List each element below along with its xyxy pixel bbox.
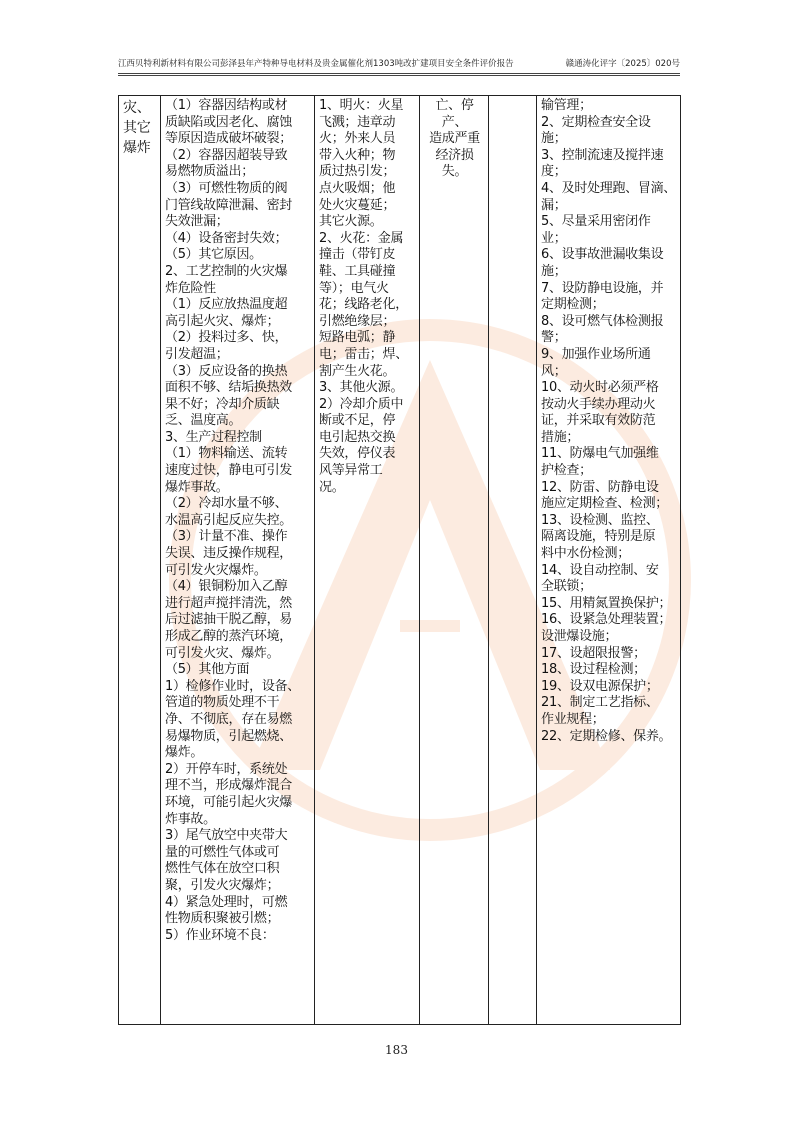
cell-line: 15、用精氮置换保护； — [541, 595, 672, 611]
cell-line: 短路电弧；静 — [319, 330, 396, 346]
cell-line: 爆炸事故。 — [165, 479, 229, 495]
cell-line: 燃性气体在放空口积 — [165, 861, 280, 877]
cell-line: 门管线故障泄漏、密封 — [165, 197, 293, 213]
cell-line: 风等异常工 — [319, 463, 383, 479]
cell-line: 14、设自动控制、安 — [541, 562, 659, 578]
cell-line: 可引发火灾爆炸。 — [165, 562, 267, 578]
cell-line: 19、设双电源保护； — [541, 678, 659, 694]
cell-line: 带入火种；物 — [319, 147, 396, 163]
header-report-number: 赣通涛化评字〔2025〕020号 — [565, 59, 680, 69]
cell-line: 按动火手续办理动火 — [541, 396, 656, 412]
risk-analysis-table — [118, 95, 681, 1025]
cell-line: 3、控制流速及搅拌速 — [541, 147, 664, 163]
cell-line: 质缺陷或因老化、腐蚀 — [165, 114, 293, 130]
cell-line: 施； — [541, 131, 567, 147]
cell-line: 1）检修作业时，设备、 — [165, 678, 300, 694]
cell-line: 电引起热交换 — [319, 429, 396, 445]
cell-line: 施应定期检查、检测； — [541, 496, 669, 512]
cell-line: 引发超温； — [165, 346, 229, 362]
cell-line: 警； — [541, 330, 567, 346]
cell-line: 进行超声搅拌清洗，然 — [165, 595, 293, 611]
page-header — [118, 57, 680, 71]
risk-level-cell — [489, 96, 537, 1025]
cell-line: 21、制定工艺指标、 — [541, 695, 659, 711]
cell-line: 火；外来人员 — [319, 131, 396, 147]
cell-line: 易爆物质，引起燃烧、 — [165, 728, 293, 744]
cell-line: 措施； — [541, 429, 580, 445]
cell-line: 经济损 — [435, 147, 474, 163]
cell-line: 速度过快，静电可引发 — [165, 463, 293, 479]
cell-line: 隔离设施，特别是原 — [541, 529, 656, 545]
cell-line: 全联锁； — [541, 579, 592, 595]
cell-line: 输管理； — [541, 98, 592, 113]
cell-line: 失。 — [441, 164, 468, 180]
cell-line: 4、及时处理跑、冒滴、 — [541, 180, 676, 196]
cell-line: 面积不够、结垢换热效 — [165, 380, 293, 396]
cell-line: 净、不彻底，存在易燃 — [165, 711, 293, 727]
cell-line: 鞋、工具碰撞 — [319, 263, 396, 279]
cell-line: 证，并采取有效防范 — [541, 413, 656, 429]
cell-line: 18、设过程检测； — [541, 662, 646, 678]
cell-line: （1）物料输送、流转 — [165, 446, 288, 462]
cell-line: 16、设紧急处理装置； — [541, 612, 672, 628]
table-row — [119, 96, 681, 1025]
cell-line: 业； — [541, 230, 567, 246]
cell-line: 22、定期检修、保养。 — [541, 728, 672, 744]
cell-line: 2）冷却介质中 — [319, 396, 404, 412]
cell-line: 爆炸。 — [165, 745, 204, 761]
cell-line: 5）作业环境不良： — [165, 927, 275, 943]
cell-line: 其它火源。 — [319, 214, 383, 230]
cell-line: 3）尾气放空中夹带大 — [165, 828, 288, 844]
trigger-condition-cell — [315, 96, 420, 1025]
header-report-title: 江西贝特利新材料有限公司彭泽县年产特种导电材料及贵金属催化剂1303吨改扩建项目安全条件评价报告 — [118, 59, 514, 69]
cell-line: 聚，引发火灾爆炸； — [165, 877, 280, 893]
cell-line: 高引起火灾、爆炸； — [165, 313, 280, 329]
cell-line: 失效泄漏； — [165, 214, 229, 230]
cell-line: 9、加强作业场所通 — [541, 346, 651, 362]
cell-line: （3）反应设备的换热 — [165, 363, 288, 379]
countermeasure-cell — [537, 96, 681, 1025]
cell-line: （5）其它原因。 — [165, 247, 262, 263]
page-number: 183 — [385, 1043, 408, 1057]
header-rule — [118, 73, 680, 76]
cell-line: 造成严重 — [429, 131, 480, 147]
cell-line: （2）投料过多、快， — [165, 330, 288, 346]
cell-line: 性物质积聚被引燃； — [165, 911, 280, 927]
cell-line: 可引发火灾、爆炸。 — [165, 645, 280, 661]
cell-line: 5、尽量采用密闭作 — [541, 214, 651, 230]
cell-line: 理不当，形成爆炸混合 — [165, 778, 293, 794]
cell-line: 割产生火花。 — [319, 363, 396, 379]
cell-line: 撞击（带钉皮 — [319, 247, 396, 263]
cell-line: 护检查； — [541, 463, 592, 479]
cell-line: 2）开停车时，系统处 — [165, 761, 288, 777]
cell-line: 2、火花：金属 — [319, 230, 404, 246]
cause-cell — [161, 96, 315, 1025]
cell-line: 11、防爆电气加强维 — [541, 446, 659, 462]
cell-line: 电；雷击；焊、 — [319, 346, 408, 362]
cell-line: 13、设检测、监控、 — [541, 512, 659, 528]
cell-line: 后过滤抽干脱乙醇，易 — [165, 612, 293, 628]
cell-line: 度； — [541, 164, 567, 180]
cell-line: 作业规程； — [541, 711, 605, 727]
cell-line: 亡、停产、 — [435, 98, 474, 130]
cell-line: 炸事故。 — [165, 811, 216, 827]
cell-line: 炸危险性 — [165, 280, 216, 296]
cell-line: 3、其他火源。 — [319, 380, 404, 396]
cell-line: 飞溅；违章动 — [319, 114, 396, 130]
cell-line: 果不好；冷却介质缺 — [165, 396, 280, 412]
cell-line: 设泄爆设施； — [541, 629, 618, 644]
cell-line: 爆炸 — [123, 140, 151, 156]
cell-line: 等）；电气火 — [319, 280, 389, 296]
cell-line: （1）容器因结构或材 — [165, 98, 288, 113]
cell-line: 17、设超限报警； — [541, 645, 646, 661]
cell-line: 环境，可能引起火灾爆 — [165, 794, 293, 810]
cell-line: （2）容器因超装导致 — [165, 147, 288, 163]
cell-line: 点火吸烟；他 — [319, 180, 396, 196]
cell-line: 2、定期检查安全设 — [541, 114, 651, 130]
cell-line: （1）反应放热温度超 — [165, 297, 288, 313]
cell-line: 易燃物质溢出； — [165, 164, 254, 180]
cell-line: 况。 — [319, 479, 345, 495]
cell-line: 等原因造成破坏破裂； — [165, 131, 293, 147]
cell-line: 灾、 — [123, 100, 151, 116]
cell-line: 8、设可燃气体检测报 — [541, 313, 664, 329]
cell-line: 其它 — [123, 120, 151, 136]
cell-line: （3）可燃性物质的阀 — [165, 180, 288, 196]
cell-line: 6、设事故泄漏收集设 — [541, 247, 664, 263]
cell-line: 乏、温度高。 — [165, 413, 242, 429]
cell-line: 引燃绝缘层； — [319, 313, 396, 329]
cell-line: （5）其他方面 — [165, 662, 250, 678]
cell-line: 失误、违反操作规程， — [165, 546, 293, 562]
cell-line: 10、动火时必须严格 — [541, 380, 659, 396]
cell-line: 定期检测； — [541, 297, 605, 313]
cell-line: 风； — [541, 363, 567, 379]
cell-line: 花；线路老化， — [319, 297, 408, 313]
cell-line: 3、生产过程控制 — [165, 429, 262, 445]
cell-line: 形成乙醇的蒸汽环境， — [165, 629, 293, 644]
cell-line: 处火灾蔓延； — [319, 197, 396, 213]
cell-line: 7、设防静电设施，并 — [541, 280, 664, 296]
cell-line: 断或不足，停 — [319, 413, 396, 429]
consequence-cell — [420, 96, 489, 1025]
cell-line: 量的可燃性气体或可 — [165, 844, 280, 860]
cell-line: （3）计量不准、操作 — [165, 529, 288, 545]
cell-line: 4）紧急处理时，可燃 — [165, 894, 288, 910]
cell-line: 水温高引起反应失控。 — [165, 512, 293, 528]
cell-line: （2）冷却水量不够、 — [165, 496, 288, 512]
cell-line: 质过热引发； — [319, 164, 396, 180]
cell-line: 管道的物质处理不干 — [165, 695, 280, 711]
cell-line: （4）银铜粉加入乙醇 — [165, 579, 288, 595]
cell-line: 漏； — [541, 197, 567, 213]
cell-line: 施； — [541, 263, 567, 279]
hazard-type-cell — [119, 96, 161, 1025]
cell-line: 2、工艺控制的火灾爆 — [165, 263, 288, 279]
cell-line: 失效，停仪表 — [319, 446, 396, 462]
cell-line: 1、明火：火星 — [319, 98, 404, 113]
cell-line: 12、防雷、防静电设 — [541, 479, 659, 495]
cell-line: （4）设备密封失效； — [165, 230, 288, 246]
cell-line: 料中水份检测； — [541, 546, 630, 562]
